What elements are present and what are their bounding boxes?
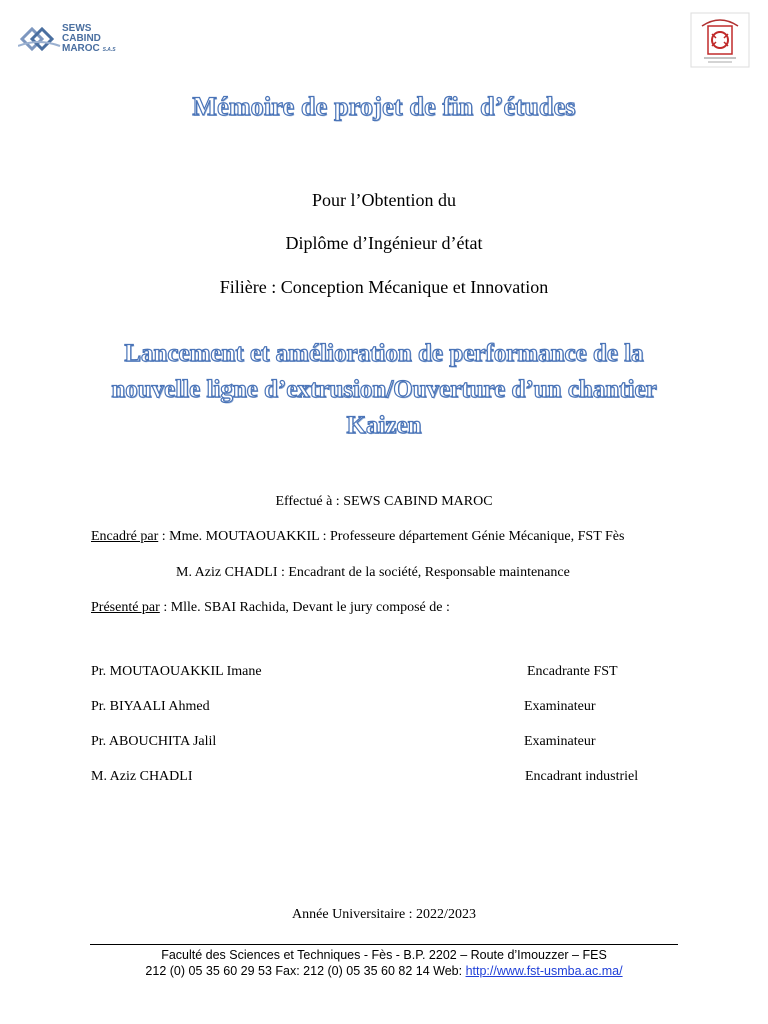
jury-name: Pr. BIYAALI Ahmed <box>91 699 210 714</box>
subject-line-3: Kaizen <box>346 412 422 439</box>
jury-role: Encadrant industriel <box>525 769 639 784</box>
jury-name: Pr. ABOUCHITA Jalil <box>91 734 217 749</box>
presente-text: : Mlle. SBAI Rachida, Devant le jury composé de : <box>159 600 450 615</box>
page-title: Mémoire de projet de fin d’études <box>192 92 576 121</box>
filiere-text: Filière : Conception Mécanique et Innovation <box>219 277 549 297</box>
footer-divider <box>90 944 678 945</box>
effectue-text: Effectué à : SEWS CABIND MAROC <box>275 494 493 509</box>
presente-line <box>91 600 450 616</box>
university-seal-icon <box>690 12 750 68</box>
academic-year: Année Universitaire : 2022/2023 <box>292 907 476 922</box>
encadre-line <box>91 529 624 545</box>
footer-website-link[interactable]: http://www.fst-usmba.ac.ma/ <box>465 964 623 978</box>
encadre-text: : Mme. MOUTAOUAKKIL : Professeure département Génie Mécanique, FST Fès <box>158 529 625 544</box>
footer-phone-fax: 212 (0) 05 35 60 29 53 Fax: 212 (0) 05 35 60 82 14 Web: <box>145 964 466 978</box>
subject-line-1: Lancement et amélioration de performance de la <box>124 340 644 367</box>
footer-contact <box>0 964 768 978</box>
subject-line-2: nouvelle ligne d’extrusion/Ouverture d’un chantier <box>111 376 657 403</box>
presente-label: Présenté par <box>91 600 160 615</box>
jury-role: Examinateur <box>524 734 596 749</box>
company-logo <box>18 20 118 60</box>
diploma-text: Diplôme d’Ingénieur d’état <box>285 233 483 253</box>
company-logo-text: SEWS CABIND MAROC S.A.S <box>62 23 116 54</box>
project-subject <box>40 336 728 444</box>
company-logo-icon <box>18 24 62 54</box>
footer-address: Faculté des Sciences et Techniques - Fès - B.P. 2202 – Route d’Imouzzer – FES <box>161 948 607 962</box>
jury-role: Examinateur <box>524 699 596 714</box>
jury-name: Pr. MOUTAOUAKKIL Imane <box>91 664 262 679</box>
encadre-second: M. Aziz CHADLI : Encadrant de la société, Responsable maintenance <box>176 565 570 580</box>
encadre-label: Encadré par <box>91 529 159 544</box>
jury-name: M. Aziz CHADLI <box>91 769 193 784</box>
obtention-text: Pour l’Obtention du <box>312 190 456 210</box>
jury-role: Encadrante FST <box>527 664 618 679</box>
